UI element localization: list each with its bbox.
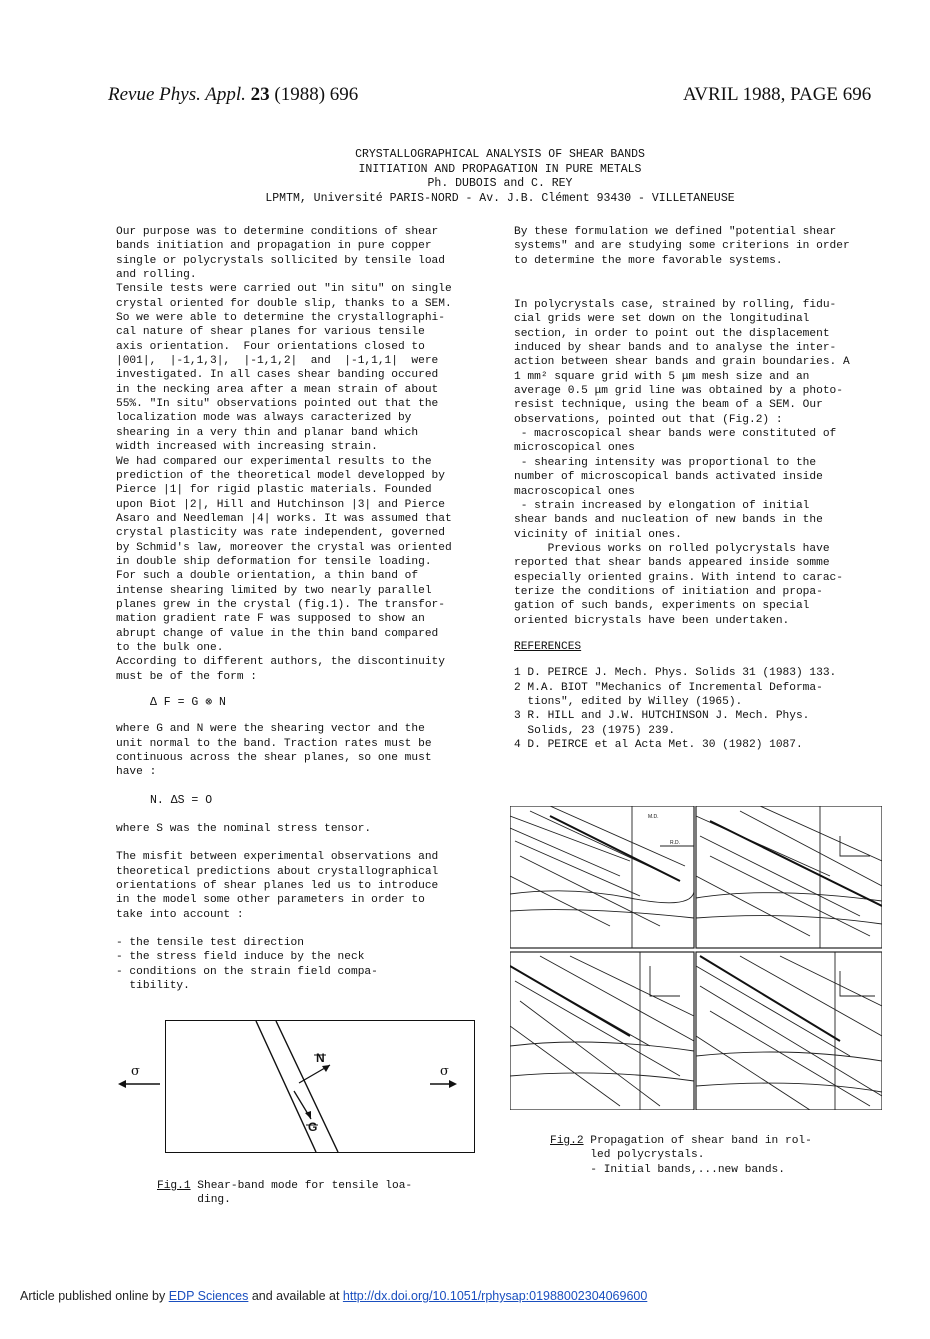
sigma-right-label: σ	[440, 1064, 449, 1079]
shear-vector-label: G	[308, 1120, 318, 1134]
micrograph-grid-svg	[510, 806, 882, 1110]
body-paragraph: Our purpose was to determine conditions of shear bands initiation and propagation in pure copper single or polycrystals sollicited by tensile load and rolling. Tensile tests were carried out "in situ" on single crystal oriented for double slip, thanks to a SEM. So we were able to determine the crystallographi- cal nature of shear planes for various tensile axis orientation. Four orientations closed to |001|, |-1,1,3|, |-1,1,2| and |-1,1,1| were investigated. In all cases shear banding occured in the necking area after a mean strain of about 55%. "In situ" observations pointed out that the localization mode was always caracterized by shearing in a very thin and planar band which width increased with increasing strain. We had compared our experimental results to the prediction of the theoretical model developped by Pierce |1| for rigid plastic materials. Founded upon Biot |2|, Hill and Hutchinson |3| and Pierce Asaro and Needleman |4| works. It was assumed that crystal plasticity was rate independent, governed by Schmid's law, moreover the crystal was oriented in double ship deformation for tensile loading. For such a double orientation, a thin band of intense shearing limited by two nearly parallel planes grew in the crystal (fig.1). The transfor- mation gradient rate F was supposed to show an abrupt change of value in the thin band compared to the bulk one. According to different authors, the discontinuity must be of the form :	[116, 226, 452, 683]
references-list: 1 D. PEIRCE J. Mech. Phys. Solids 31 (1983) 133. 2 M.A. BIOT "Mechanics of Incremental Deforma- tions", edited by Willey (1965). 3 R. HILL and J.W. HUTCHINSON J. Mech. Phys. Solids, 23 (1975) 239. 4 D. PEIRCE et al Acta Met. 30 (1982) 1087.	[514, 667, 837, 751]
equation-delta-f: Δ F = G ⊗ N	[150, 696, 226, 709]
equation-traction: N. ΔS = O	[150, 793, 213, 807]
figure-1-label: Fig.1	[157, 1180, 191, 1192]
figure-2-micrographs	[510, 806, 882, 1110]
issue-page: AVRIL 1988, PAGE 696	[683, 84, 872, 105]
figure-2-caption-text: Propagation of shear band in rol- led polycrystals. - Initial bands,...new bands.	[590, 1135, 812, 1176]
publisher-link[interactable]: EDP Sciences	[168, 1289, 249, 1303]
publication-footer	[20, 1289, 647, 1303]
axis-rd-label: R.D.	[670, 840, 680, 846]
body-paragraph: The misfit between experimental observations and theoretical predictions about crystallographical orientations of shear planes led us to introduce in the model some other parameters in order to take into account :	[116, 851, 439, 921]
left-column	[116, 225, 478, 994]
right-arrow-icon	[428, 1078, 458, 1090]
body-paragraph: In polycrystals case, strained by rolling, fidu- cial grids were set down on the longitudinal section, in order to point out the displacement induced by shear bands and to analyse the inter- action between shear bands and grain boundaries. A 1 mm² square grid with 5 μm mesh size and an average 0.5 μm grid line was obtained by a photo- resist technique, using the beam of a SEM. Our observations, pointed out that (Fig.2) : - macroscopical shear bands were constituted of microscopical ones - shearing intensity was proportional to the number of microscopical bands activated inside macroscopical ones - strain increased by elongation of initial shear bands and nucleation of new bands in the vicinity of initial ones. Previous works on rolled polycrystals have reported that shear bands appeared inside somme especially oriented grains. With intend to carac- terize the conditions of initiation and propa- gation of such bands, experiments on special oriented bicrystals have been undertaken.	[514, 299, 850, 627]
sigma-left-label: σ	[131, 1064, 140, 1079]
paper-title-line1: CRYSTALLOGRAPHICAL ANALYSIS OF SHEAR BANDS	[355, 148, 645, 161]
affiliation: LPMTM, Université PARIS-NORD - Av. J.B. Clément 93430 - VILLETANEUSE	[265, 191, 735, 205]
footer-prefix: Article published online by	[20, 1289, 169, 1303]
paper-title-line2: INITIATION AND PROPAGATION IN PURE METALS	[358, 162, 642, 176]
parameter-list: - the tensile test direction - the stress field induce by the neck - conditions on the strain field compa- tibility.	[116, 937, 378, 993]
authors: Ph. DUBOIS and C. REY	[427, 177, 573, 190]
figure-1-caption-text: Shear-band mode for tensile loa- ding.	[197, 1180, 413, 1207]
references-heading: REFERENCES	[514, 640, 582, 653]
normal-vector-label: N	[316, 1051, 325, 1065]
journal-year-page: (1988) 696	[274, 84, 359, 105]
body-paragraph: where G and N were the shearing vector and the unit normal to the band. Traction rates must be continuous across the shear planes, so one must have :	[116, 723, 432, 779]
figure-2-label: Fig.2	[550, 1135, 584, 1147]
figure-1-caption	[157, 1179, 412, 1208]
doi-link[interactable]: http://dx.doi.org/10.1051/rphysap:01988002304069600	[342, 1289, 648, 1303]
figure-2-caption	[550, 1134, 812, 1177]
right-column	[514, 225, 880, 752]
title-block	[150, 148, 850, 206]
left-arrow-icon	[118, 1078, 164, 1090]
body-paragraph: By these formulation we defined "potential shear systems" and are studying some criterions in order to determine the more favorable systems.	[514, 226, 850, 267]
body-paragraph: where S was the nominal stress tensor.	[116, 823, 372, 836]
journal-volume: 23	[250, 84, 270, 105]
journal-name: Revue Phys. Appl.	[108, 84, 246, 105]
journal-citation	[108, 84, 358, 106]
axis-md-label: M.D.	[648, 814, 659, 820]
footer-middle: and available at	[248, 1289, 343, 1303]
